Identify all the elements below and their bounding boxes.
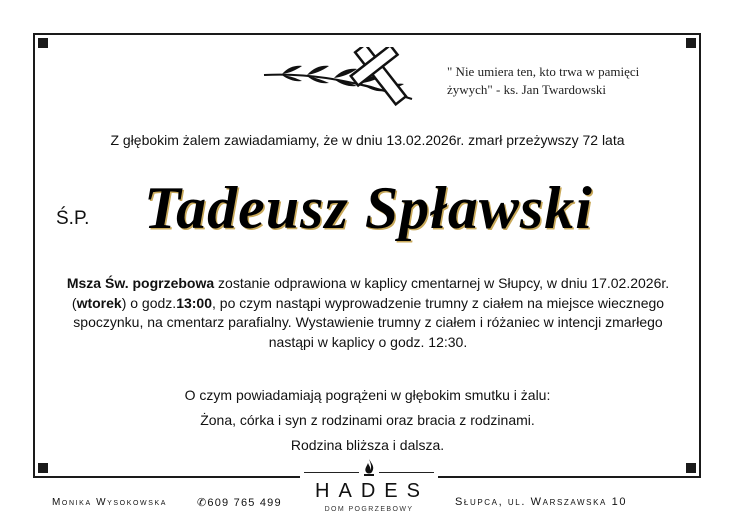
funeral-weekday: wtorek [76, 294, 122, 311]
phone-number: 609 765 499 [207, 497, 282, 509]
closing-line-1: O czym powiadamiają pogrążeni w głębokim smutku i żalu: [184, 387, 551, 403]
funeral-home-address: Słupca, ul. Warszawska 10 [455, 496, 628, 508]
quote-line-1: " Nie umiera ten, kto trwa w pamięci [447, 64, 640, 79]
phone-icon: ✆ [197, 497, 208, 509]
funeral-home-logo [300, 458, 438, 516]
memorial-quote [447, 63, 697, 99]
flame-icon [361, 458, 377, 478]
frame-corner-top-left [38, 38, 48, 48]
mass-label: Msza Św. pogrzebowa [66, 275, 215, 291]
funeral-details-part-3: , po czym nastąpi wyprowadzenie trumny z ciałem na miejsce wiecznego spoczynku, na cmentarz parafialny. Wystawienie trumny z ciałem i różaniec w intencji zmarłego nastąpi w kaplicy o godz. 12:30. [73, 294, 665, 350]
logo-name: HADES [315, 480, 429, 502]
logo-rule-left [304, 472, 359, 473]
funeral-time: 13:00 [176, 294, 212, 311]
logo-subtitle: DOM POGRZEBOWY [324, 506, 414, 513]
logo-rule-right [379, 472, 434, 473]
closing-line-3: Rodzina bliższa i dalsza. [290, 437, 445, 453]
funeral-details-part-1: zostanie odprawiona w kaplicy cmentarnej w Słupcy, w dniu 17.02.2026r. ( [71, 275, 670, 311]
frame-corner-top-right [686, 38, 696, 48]
contact-phone [197, 496, 282, 509]
quote-line-2: żywych" - ks. Jan Twardowski [447, 82, 607, 97]
contact-name: Monika Wysokowska [52, 497, 168, 508]
closing-line-2: Żona, córka i syn z rodzinami oraz bracia z rodzinami. [200, 412, 535, 428]
deceased-name: Tadeusz Spławski [144, 175, 593, 241]
frame-corner-bottom-right [686, 463, 696, 473]
funeral-details-part-2: ) o godz. [121, 294, 177, 311]
frame-corner-bottom-left [38, 463, 48, 473]
announcement-intro: Z głębokim żalem zawiadamiamy, że w dniu 13.02.2026r. zmarł przeżywszy 72 lata [110, 132, 625, 148]
cross-with-palm-branch-icon [262, 47, 440, 109]
funeral-details [56, 274, 680, 352]
honorific: Ś.P. [56, 208, 90, 229]
